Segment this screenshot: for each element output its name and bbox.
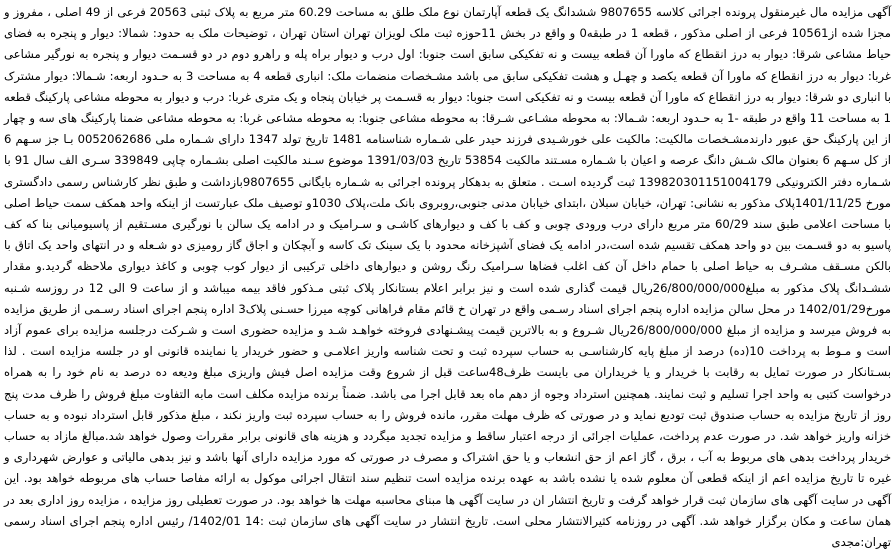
notice-body-text: آگهی مزایده مال غیرمنقول پرونده اجرائی کلاسه 9807655 ششدانگ یک قطعه آپارتمان نوع ملک طلق به مساحت 60.29 متر مربع به پلاک ثبتی 20563 فرعی از 49 اصلی ، مفروز و مجزا شده از10561 فرعی از اصلی مذکور ، قطعه 1 در طبقه0 و واقع در بخش 11حوزه ثبت ملک لویزان تهران استان تهران ، توضیحات ملک به حدود: شمالا: دیوار و پنجره به فضای حیاط مشاعی شرقا: دیوار به درز انقطاع که ماورا آن قطعه بیست و نه تفکیکی سابق است جنوبا: اول درب و دیوار براه پله و راهرو دوم در دو قسـمت دیوار و پنجره به نورگیر مشاعی غربا: دیوار به درز انقطاع که ماورا آن قطعه یکصد و چهـل و هشت تفکیکی سابق می باشد مشـخصات منضمات ملک: انباری قطعه 4 به مساحت 3 به حـدود اربعه: شـمالا: دیوار مشترک با انباری دو شرقا: دیوار به درز انقطاع که ماورا آن قطعه بیست و نه تفکیکی است جنوبا: دیوار به قسـمت پر خیابان پنجاه و یک متری غربا: درب و دیوار به محوطه مشاعی پارکینگ قطعه 1 به مساحت 11 واقع در طبقه -1 به حـدود اربعه: شـمالا: به محوطه مشـاعی شـرقا: به محوطه مشاعی جنوبا: به محوطه مشاعی غربا: به محوطه مشاعی ضمنا پارکینگ های سه و چهار از این پارکینگ حق عبور دارندمشـخصات مالکیت: مالکیت علی خورشـیدی فرزند حیدر علی شـماره شناسنامه 1481 تاریخ تولد 1347 دارای شـماره ملی 0052062686 بـا جز سـهم 6 از کل سـهم 6 بعنوان مالک شـش دانگ عرصه و اعیان با شـماره مسـتند مالکیت 53854 تاریخ 1391/03/03 موضوع سـند مالکیت اصلی بشـماره چاپی 339849 سـری الف سال 91 با شـماره دفتر الکترونیکی 139820301151004179 ثبت گردیده اسـت . متعلق به بدهکار پرونده اجرائی به شـماره بایگانی 9807655بازداشت و طبق نظر کارشناس رسمی دادگستری مورخ 1401/11/25پلاک مذکور به نشانی: تهران، خیابان سبلان ،ابتدای خیابان مدنی جنوبی،روبروی بانک ملت،پلاک 1030و توصیف ملک عبارتست از اینکه واحد همکف سمت حیاط اصلی با مساحت اعلامی طبق سند 60/29 متر مربع دارای درب ورودی چوبی و کف با کف و دیوارهای کاشـی و سـرامیک و در ادامه یک سالن با نورگیری مسـتقیم از پاسیومیانی بنا که کف پاسیو به دو قسـمت بین دو واحد همکف تقسیم شده است،در ادامه یک فضای آشپزخانه محدود با یک سینک تک کاسه و آبچکان و اجاق گاز رومیزی دو شـعله و در انتهای واحد یک اتاق با بالکن مسـقف مشـرف به حیاط اصلی با حمام داخل آن کف اغلب فضاها سـرامیک رنگ روشن و دیوارهای داخلی ترکیبی از دیوار کوب چوبی و کاغذ دیواری ملاحظه گردید.و مقدار ششـدانگ پلاک مذکور به مبلغ26/800/000/000ریال قیمت گذاری شده است و نیز برابر اعلام بستانکار پلاک ثبتی مـذکور فاقد بیمه میباشد و از ساعت 9 الی 12 در روزسه شـنبه مورخ1402/01/29 در محل سالن مزایده اداره پنجم اجرای اسناد رسـمی واقع در تهران خ قائم مقام فراهانی کوچه میرزا حسـنی پلاک3 اداره پنجم اجرای اسناد رسـمی از طریق مزایده به فروش میرسد و مزایده از مبلغ 26/800/000/000ریال شـروع و به بالاترین قیمت پیشـنهادی فروخته خواهـد شـد و مزایده حضوری است و شـرکت درجلسه مزایده برای عموم آزاد است و مـوط به پرداخت 10(ده) درصد از مبلغ پایه کارشناسـی به حساب سپرده ثبت و تحت شناسه واریز اعلامـی و حضور خریدار یا نماینده قانونی او در جلسه مزایده است . لذا بسـتانکار در صورت تمایل به رقابت با خریدار و یا خریداران می بایست ظرف48ساعت قبل از شروع وقت مزایده اصل فیش واریزی مبلغ ودیعه ده درصد به نام خود را به همراه درخواست کتبی به واحد اجرا تسلیم و ثبت نمایند. همچنین استرداد وجوه از دهم ماه بعد قابل اجرا می باشد. ضمناً برنده مزایده مکلف است مابه التفاوت مبلغ فروش را ظرف مدت پنج روز از تاریخ مزایده به حساب صندوق ثبت تودیع نماید و در صورتی که ظرف مهلت مقرر، مانده فروش را به حساب سپرده ثبت واریز نکند ، مبلغ مذکور قابل استرداد نبوده و به حساب خزانه واریز خواهد شد. در صورت عدم پرداخت، عملیات اجرائی از درجه اعتبار ساقط و مزایده تجدید میگردد و هزینه های قانونی برابر مقررات وصول خواهد شد.مبالغ مازاد به حساب خریدار پرداخت بدهی های مربوط به آب ، برق ، گاز اعم از حق انشعاب و یا حق اشتراک و مصرف در صورتی که مورد مزایده دارای آنها باشد و نیز بدهی مالیاتی و عوارض شهرداری و غیره تا تاریخ مزایده اعم از اینکه قطعی آن معلوم شده یا نشده باشد به عهده برنده مزایده است تنظیم سند انتقال اجرائی موکول به ارائه مفاصا حساب های مربوطه خواهد بود. این آگهی در سایت آگهی های سازمان ثبت قرار خواهد گرفت و تاریخ انتشار ان در سایت آگهی ها مبنای محاسبه مهلت ها خواهد بود. در صورت تعطیلی روز مزایده ، مزایده روز اداری بعد در همان ساعت و مکان برگزار خواهد شد. آگهی در روزنامه کثیرالانتشار محلی است. تاریخ انتشار در سایت آگهی های سازمان ثبت :14 1402/01/ رئیس اداره پنجم اجرای اسناد رسمی تهران:مجدی — [4, 5, 892, 550]
